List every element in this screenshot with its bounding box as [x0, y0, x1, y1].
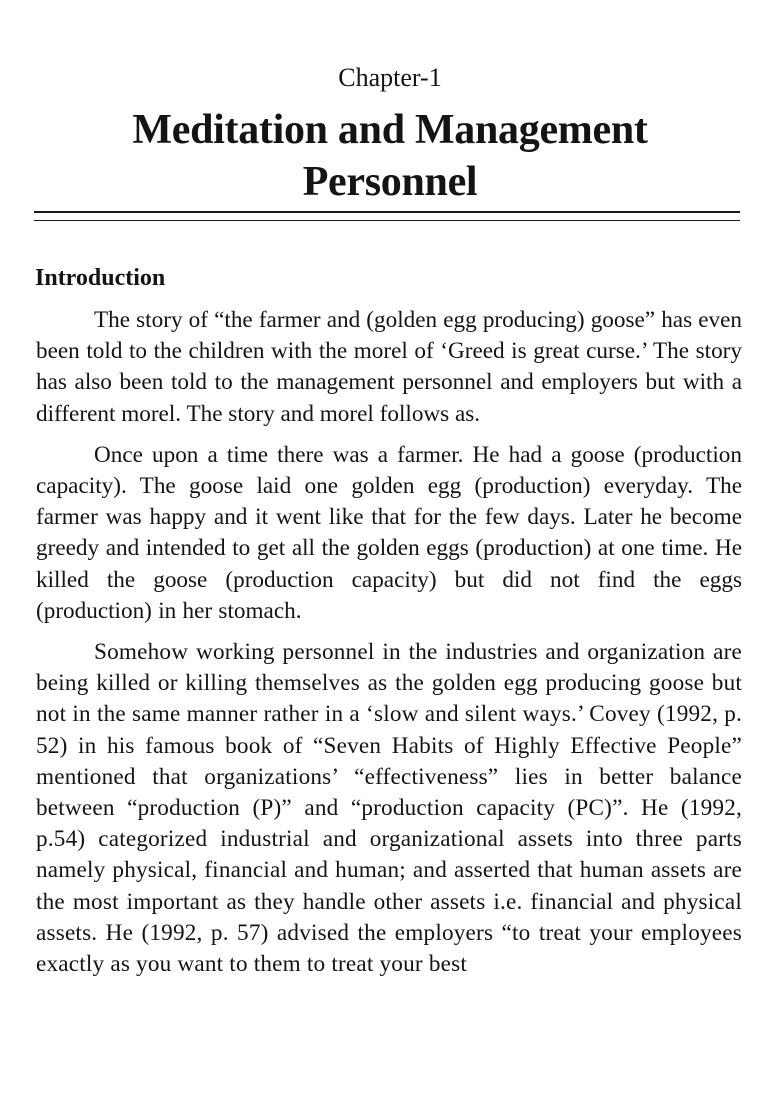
title-divider-thick	[34, 211, 740, 213]
chapter-title-line-2: Personnel	[302, 159, 478, 205]
section-heading: Introduction	[35, 265, 166, 291]
chapter-label: Chapter-1	[338, 63, 442, 92]
paragraph: The story of “the farmer and (golden egg producing) goose” has even been told to the children with the morel of ‘Greed is great curse.’ The story has also been told to the management personnel and employers but with a different morel. The story and morel follows as.	[36, 307, 742, 427]
paragraph: Once upon a time there was a farmer. He had a goose (production capacity). The goose laid one golden egg (production) everyday. The farmer was happy and it went like that for the few days. Later he become greedy and intended to get all the golden eggs (production) at one time. He killed the goose (production capacity) but did not find the eggs (production) in her stomach.	[36, 441, 742, 624]
title-divider-thin	[34, 220, 740, 221]
paragraph: Somehow working personnel in the industries and organization are being killed or killing themselves as the golden egg producing goose but not in the same manner rather in a ‘slow and silent ways.’ Covey (1992, p. 52) in his famous book of “Seven Habits of Highly Effective People” mentioned that organizations’ “effectiveness” lies in better balance between “production (P)” and “production capacity (PC)”. He (1992, p.54) categorized industrial and organizational assets into three parts namely physical, financial and human; and asserted that human assets are the most important as they handle other assets i.e. financial and physical assets. He (1992, p. 57) advised the employers “to treat your employees exactly as you want to them to treat your best	[36, 639, 742, 978]
body-text	[36, 305, 742, 980]
chapter-title	[0, 104, 780, 208]
chapter-title-line-1: Meditation and Management	[132, 107, 648, 153]
